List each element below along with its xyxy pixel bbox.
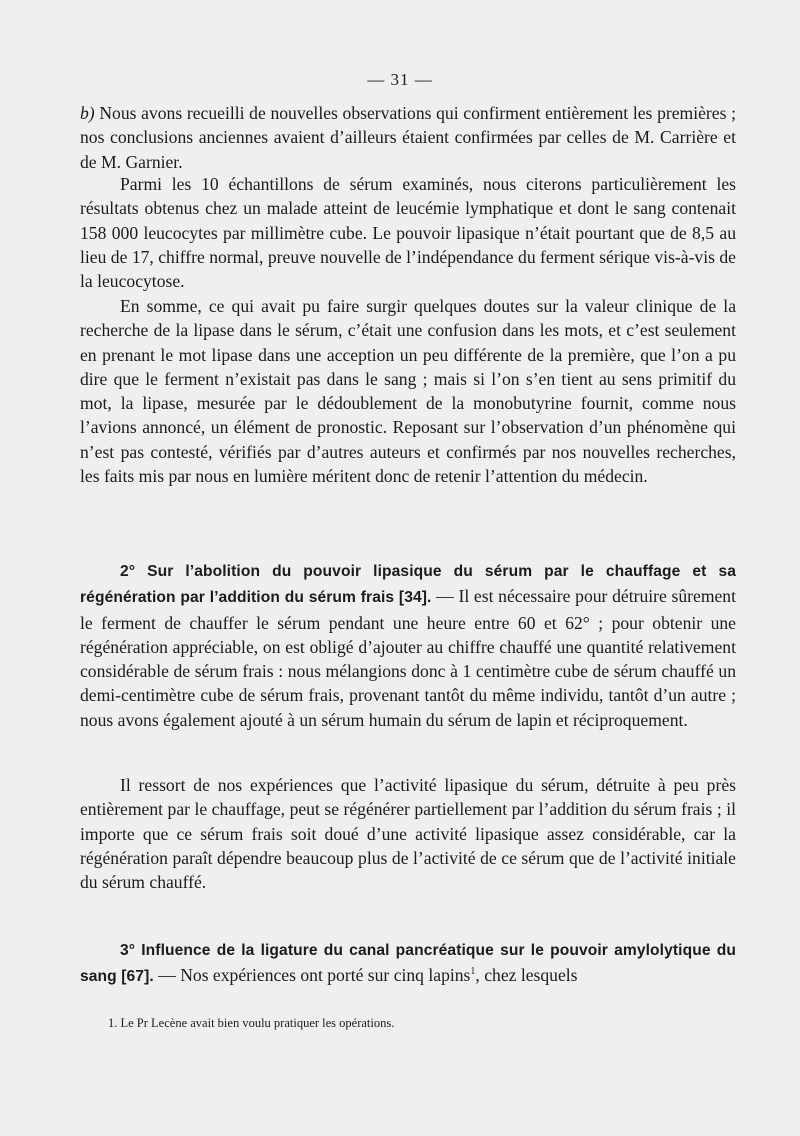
section-text: — Nos expériences ont porté sur cinq lapins <box>153 965 471 986</box>
section-heading: 3° Influence de la ligature du canal pancréatique sur le pouvoir amylolytique du sang [67]. <box>80 942 736 986</box>
section-3 <box>80 937 736 990</box>
paragraph-leucemia <box>80 172 736 293</box>
page-number: — 31 — <box>367 70 433 89</box>
paragraph-text: En somme, ce qui avait pu faire surgir quelques doutes sur la valeur clinique de la recherche de la lipase dans le sérum, c’était une confusion dans les mots, et c’est seulement en prenant le mot lipase dans une acception un peu différente de la première, que l’on a pu dire que le ferment n’existait pas dans le sang ; mais si l’on s’en tient au sens primitif du mot, la lipase, mesurée par le dédoublement de la monobutyrine fournit, comme nous l’avions annoncé, un élément de pronostic. Reposant sur l’observation d’un phénomène qui n’est pas contesté, vérifiés par d’autres auteurs et confirmés par nos nouvelles recherches, les faits mis par nous en lumière méritent donc de retenir l’attention du médecin. <box>80 296 736 487</box>
footnote-marker: 1 <box>470 966 476 978</box>
paragraph-text: Il ressort de nos expériences que l’activité lipasique du sérum, détruite à peu près entièrement par le chauffage, peut se régénérer partiellement par l’addition du sérum frais ; il importe que ce sérum frais soit doué d’une activité lipasique assez considérable, car la régénération paraît dépendre beaucoup plus de l’activité de ce sérum que de l’activité initiale du sérum chauffé. <box>80 775 736 893</box>
paragraph-summary <box>80 294 736 488</box>
paragraph-b <box>80 101 736 174</box>
section-2 <box>80 558 736 732</box>
paragraph-lead-label: b) <box>80 103 95 123</box>
footnote: 1. Le Pr Lecène avait bien voulu pratiquer les opérations. <box>108 1016 395 1030</box>
section-heading: 2° Sur l’abolition du pouvoir lipasique du sérum par le chauffage et sa régénération par l’addition du sérum frais [34]. <box>80 563 736 607</box>
paragraph-text: Nous avons recueilli de nouvelles observations qui confirment entièrement les premières ; nos conclusions anciennes avaient d’ailleurs étaient confirmées par celles de M. Carrière et de M. Garnier. <box>80 103 736 172</box>
paragraph-text: Parmi les 10 échantillons de sérum examinés, nous citerons particulièrement les résultats obtenus chez un malade atteint de leucémie lymphatique et dont le sang contenait 158 000 leucocytes par millimètre cube. Le pouvoir lipasique n’était pourtant que de 8,5 au lieu de 17, chiffre normal, preuve nouvelle de l’indépendance du ferment sérique vis-à-vis de la leucocytose. <box>80 174 736 292</box>
section-text-tail: , chez lesquels <box>475 965 578 986</box>
section-text: — Il est nécessaire pour détruire sûrement le ferment de chauffer le sérum pendant une heure entre 60 et 62° ; pour obtenir une régénération appréciable, on est obligé d’ajouter au chiffre chauffé une quantité relativement considérable de sérum frais : nous mélangions donc à 1 centimètre cube de sérum chauffé un demi-centimètre cube de sérum frais, provenant tantôt du même individu, tantôt d’un autre ; nous avons également ajouté à un sérum humain du sérum de lapin et réciproquement. <box>80 586 736 730</box>
paragraph-results <box>80 773 736 894</box>
